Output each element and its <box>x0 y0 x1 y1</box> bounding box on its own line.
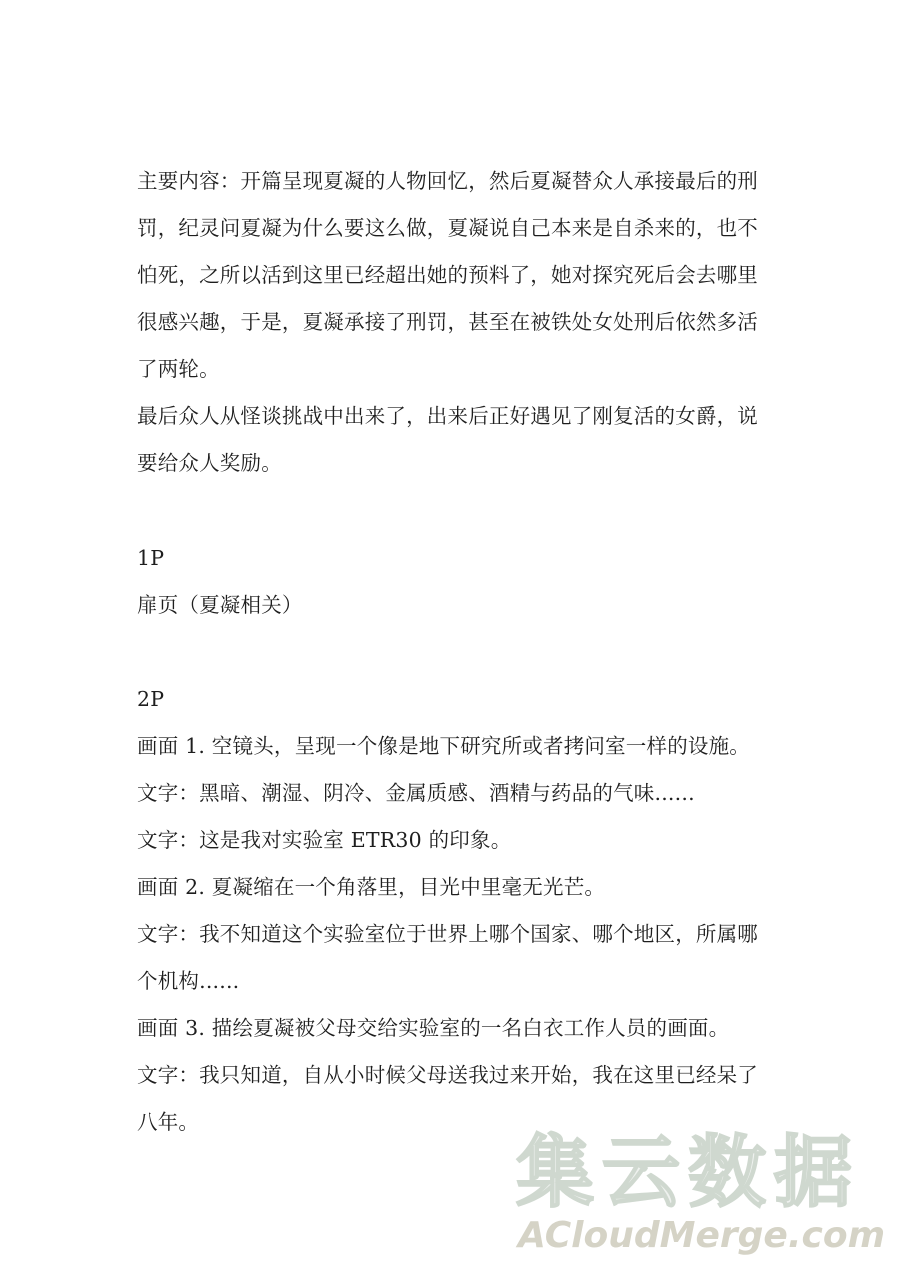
panel-1-text-2: 文字：这是我对实验室 ETR30 的印象。 <box>137 828 512 852</box>
watermark-chinese: 集云数据 <box>516 1128 861 1218</box>
summary-line-5: 了两轮。 <box>137 357 220 381</box>
summary-line-1: 主要内容：开篇呈现夏凝的人物回忆，然后夏凝替众人承接最后的刑 <box>137 169 758 193</box>
panel-2-text-line-1: 文字：我不知道这个实验室位于世界上哪个国家、哪个地区，所属哪 <box>137 922 758 946</box>
summary-line-7: 要给众人奖励。 <box>137 451 282 475</box>
page-heading-1p: 1P <box>137 546 165 570</box>
watermark <box>512 1128 892 1268</box>
summary-line-6: 最后众人从怪谈挑战中出来了，出来后正好遇见了刚复活的女爵，说 <box>137 404 758 428</box>
panel-2-description: 画面 2. 夏凝缩在一个角落里，目光中里毫无光芒。 <box>137 875 606 899</box>
panel-3-description: 画面 3. 描绘夏凝被父母交给实验室的一名白衣工作人员的画面。 <box>137 1016 730 1040</box>
panel-3-text-line-1: 文字：我只知道，自从小时候父母送我过来开始，我在这里已经呆了 <box>137 1063 758 1087</box>
panel-1-text-1: 文字：黑暗、潮湿、阴冷、金属质感、酒精与药品的气味...... <box>137 781 695 805</box>
page-heading-2p: 2P <box>137 687 165 711</box>
title-page-note: 扉页（夏凝相关） <box>137 593 303 617</box>
panel-2-text-line-2: 个机构...... <box>137 969 240 993</box>
summary-line-4: 很感兴趣，于是，夏凝承接了刑罚，甚至在被铁处女处刑后依然多活 <box>137 310 758 334</box>
summary-line-3: 怕死，之所以活到这里已经超出她的预料了，她对探究死后会去哪里 <box>137 263 758 287</box>
panel-1-description: 画面 1. 空镜头，呈现一个像是地下研究所或者拷问室一样的设施。 <box>137 734 750 758</box>
summary-line-2: 罚，纪灵问夏凝为什么要这么做，夏凝说自己本来是自杀来的，也不 <box>137 216 758 240</box>
panel-3-text-line-2: 八年。 <box>137 1110 200 1134</box>
watermark-english: ACloudMerge.com <box>518 1215 886 1256</box>
